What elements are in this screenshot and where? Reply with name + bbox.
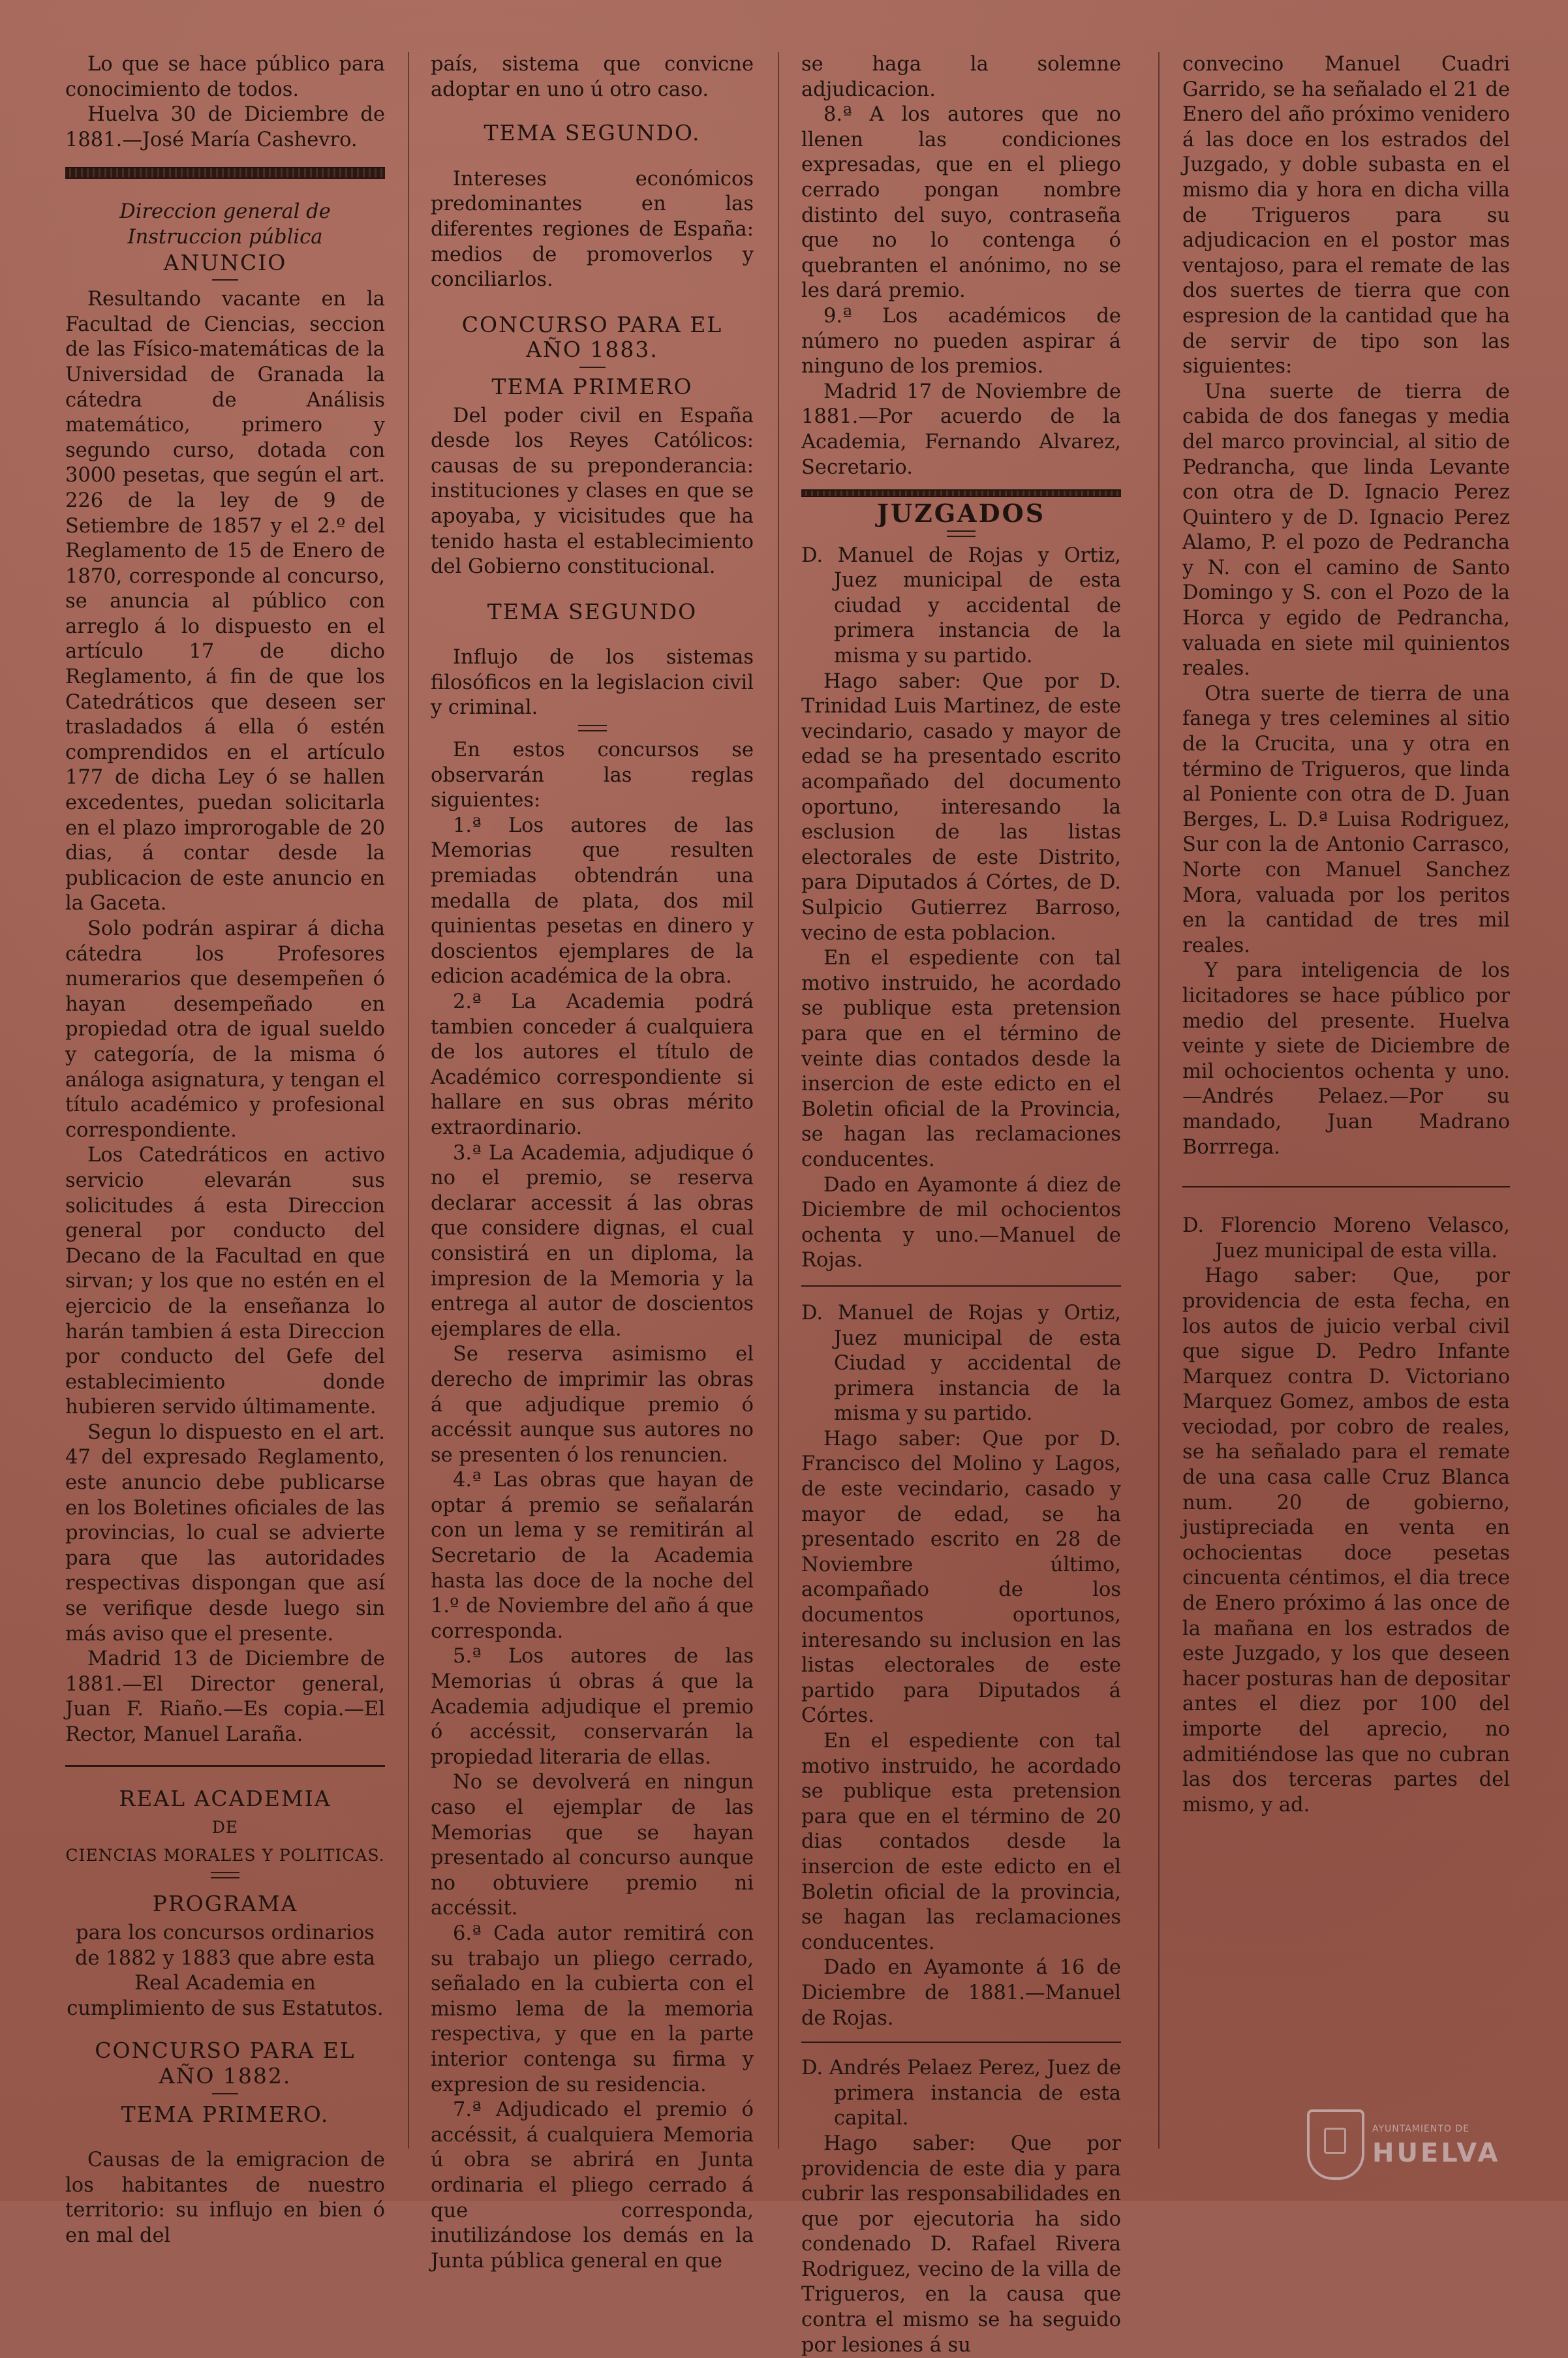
dash (579, 367, 606, 368)
paragraph: 3.ª La Academia, adjudique ó no el premio, se reserva declarar accessit á las obras que considere dignas, el cual consistirá en un diploma, la impresion de la Memoria y la entrega al autor de doscientos ejemplares de ella. (431, 1141, 754, 1341)
signature: Madrid 13 de Diciembre de 1881.—El Director general, Juan F. Riaño.—Es copia.—El Rector, Manuel Laraña. (65, 1647, 385, 1746)
section-title: TEMA PRIMERO. (121, 2101, 330, 2127)
spacer (65, 2131, 385, 2148)
paragraph: Causas de la emigracion de los habitantes de nuestro territorio: su influjo en bien ó en mal del (65, 2149, 385, 2247)
section-title: CONCURSO PARA EL AÑO 1883. (461, 311, 723, 363)
paragraph: Una suerte de tierra de cabida de dos fanegas y media del marco provincial, al sitio de Pedrancha, que linda Levante con otra de D. Ignacio Perez Quintero y de D. Ignacio Perez Alamo, P. el pozo de Pedrancha y N. con el camino de Santo Domingo y S. con el Pozo de la Horca y egido de Pedrancha, valuada en siete mil quinientos reales. (1182, 380, 1510, 681)
column-1 (65, 52, 385, 2247)
signature: Dado en Ayamonte á 16 de Diciembre de 1881.—Manuel de Rojas. (801, 1956, 1121, 2030)
section-title: CONCURSO PARA EL AÑO 1882. (95, 2038, 356, 2089)
section-heading: Direccion general de Instruccion pública (119, 200, 331, 249)
edict-heading: D. Manuel de Rojas y Ortiz, Juez municipal de esta ciudad y accidental de primera instancia de la misma y su partido. (801, 544, 1121, 668)
section-divider (801, 489, 1121, 497)
section-divider (801, 1285, 1121, 1287)
paragraph: 7.ª Adjudicado el premio ó accéssit, á cualquiera Memoria ú obra se abrirá en Junta ordinaria el pliego cerrado á que corresponda, inutilizándose los demás en la Junta pública general en que (431, 2098, 754, 2273)
section-title: ANUNCIO (163, 249, 287, 275)
section-title: TEMA SEGUNDO. (484, 120, 701, 146)
section-subtitle: CIENCIAS MORALES Y POLITICAS. (65, 1845, 385, 1865)
spacer (431, 150, 754, 167)
paragraph: convecino Manuel Cuadri Garrido, se ha señalado el 21 de Enero del año próximo venidero á las doce en los estrados del Juzgado, y doble subasta en el mismo dia y hora en dicha villa de Trigueros para su adjudicacion en el postor mas ventajoso, para el remate de las dos suertes de tierra que con espresion de la cantidad que ha de servir de tipo son las siguientes: (1182, 53, 1510, 378)
section-divider (65, 167, 385, 179)
dash (212, 279, 238, 281)
column-rule (778, 52, 779, 2149)
section-title: PROGRAMA (152, 1891, 298, 1917)
double-dash (578, 725, 607, 731)
paragraph: Segun lo dispuesto en el art. 47 del expresado Reglamento, este anuncio debe publicarse en los Boletines oficiales de las provincias, lo cual se advierte para que las autoridades respectivas dispongan que así se verifique desde luego sin más aviso que el presente. (65, 1420, 385, 1646)
paragraph: Los Catedráticos en activo servicio elevarán sus solicitudes á esta Direccion general por conducto del Decano de la Facultad en que sirvan; y los que no estén en el ejercicio de la enseñanza lo harán tambien á esta Direccion por conducto del Gefe del establecimiento donde hubieren servido últimamente. (65, 1144, 385, 1419)
signature: Huelva 30 de Diciembre de 1881.—José María Cashevro. (65, 103, 385, 151)
section-divider (1182, 1186, 1510, 1187)
watermark-name: HUELVA (1372, 2138, 1501, 2168)
paragraph: No se devolverá en ningun caso el ejemplar de las Memorias que se hayan presentado al concurso aunque no obtuviere premio ni accéssit. (431, 1771, 754, 1920)
paragraph: En el espediente con tal motivo instruido, he acordado se publique esta pretension para que en el término de veinte dias contados desde la insercion de este edicto en el Boletin oficial de la Provincia, se hagan las reclamaciones conducentes. (801, 947, 1121, 1171)
section-title: TEMA SEGUNDO (487, 598, 698, 624)
paragraph: para los concursos ordinarios de 1882 y 1883 que abre esta Real Academia en cumplimiento de sus Estatutos. (67, 1921, 384, 2020)
paragraph: 4.ª Las obras que hayan de optar á premio se señalarán con un lema y se remitirán al Secretario de la Academia hasta las doce de la noche del 1.º de Noviembre del año á que corresponda. (431, 1469, 754, 1643)
spacer (431, 628, 754, 645)
dash (212, 2093, 238, 2094)
signature: Y para inteligencia de los licitadores se hace público por medio del presente. Huelva veinte y siete de Diciembre de mil ochocientos ochenta y uno.—Andrés Pelaez.—Por su mandado, Juan Madrano Borrrega. (1182, 959, 1510, 1159)
paragraph: Hago saber: Que por D. Trinidad Luis Martinez, de este vecindario, casado y mayor de edad se ha presentado escrito acompañado del documento oportuno, interesando la esclusion de las listas electorales de este Distrito, para Diputados á Córtes, de D. Sulpicio Gutierrez Barroso, vecino de esta poblacion. (801, 669, 1121, 945)
paragraph: Se reserva asimismo el derecho de imprimir las obras á que adjudique premio ó accéssit aunque sus autores no se presenten ó los renuncien. (431, 1343, 754, 1467)
edict-heading: D. Manuel de Rojas y Ortiz, Juez municipal de esta Ciudad y accidental de primera instancia de la misma y su partido. (801, 1301, 1121, 1426)
column-4 (1182, 52, 1510, 2155)
edict-heading: D. Andrés Pelaez Perez, Juez de primera instancia de esta capital. (801, 2057, 1121, 2130)
paragraph: Otra suerte de tierra de una fanega y tres celemines al sitio de la Crucita, una y otra en término de Trigueros, que linda al Poniente con otra de D. Juan Berges, L. D.ª Luisa Rodriguez, Sur con la de Antonio Carrasco, Norte con Manuel Sanchez Mora, valuada por los peritos en la cantidad de tres mil reales. (1182, 682, 1510, 957)
double-dash (211, 1872, 239, 1878)
paragraph: Intereses económicos predominantes en las diferentes regiones de España: medios de promoverlos y conciliarlos. (431, 167, 754, 292)
paragraph: 8.ª A los autores que no llenen las condiciones expresadas, que en el pliego cerrado pongan nombre distinto del suyo, contraseña que no lo contenga ó quebranten el anónimo, no se les dará premio. (801, 103, 1121, 303)
paragraph: Lo que se hace público para conocimiento de todos. (65, 53, 385, 101)
signature: Madrid 17 de Noviembre de 1881.—Por acuerdo de la Academia, Fernando Alvarez, Secretario. (801, 380, 1121, 479)
paragraph: En estos concursos se observarán las reglas siguientes: (431, 739, 754, 812)
paragraph: país, sistema que convicne adoptar en uno ú otro caso. (431, 53, 754, 101)
paragraph: Hago saber: Que por providencia de este dia y para cubrir las responsabilidades en que por ejecutoria ha sido condenado D. Rafael Rivera Rodriguez, vecino de la villa de Trigueros, en la causa que contra el mismo se ha seguido por lesiones á su (801, 2132, 1121, 2357)
paragraph: Hago saber: Que, por providencia de esta fecha, en los autos de juicio verbal civil que sigue D. Pedro Infante Marquez contra D. Victoriano Marquez Gomez, ambos de esta veciodad, por cobro de reales, se ha señalado para el remate de una casa calle Cruz Blanca num. 20 de gobierno, justipreciada en venta en ochocientas doce pesetas cincuenta céntimos, el dia trece de Enero próximo á las once de la mañana en los estrados de este Juzgado, y los que deseen hacer posturas han de depositar antes el diez por 100 del importe del aprecio, no admitiéndose las que no cubran las dos terceras partes del mismo, y ad. (1182, 1264, 1510, 1816)
paragraph: Del poder civil en España desde los Reyes Católicos: causas de su preponderancia: instituciones y clases en que se apoyaba, y vicisitudes que ha tenido hasta el establecimiento del Gobierno constitucional. (431, 404, 754, 579)
paragraph: Influjo de los sistemas filosóficos en la legislacion civil y criminal. (431, 646, 754, 720)
paragraph: Solo podrán aspirar á dicha cátedra los Profesores numerarios que desempeñen ó hayan desempeñado en propiedad otra de igual sueldo y categoría, de la misma ó análoga asignatura, y tengan el título académico y profesional correspondiente. (65, 917, 385, 1142)
section-subtitle: DE (211, 1818, 239, 1837)
signature: Dado en Ayamonte á diez de Diciembre de mil ochocientos ochenta y uno.—Manuel de Rojas. (801, 1173, 1121, 1272)
watermark-caption: AYUNTAMIENTO DE (1372, 2124, 1469, 2134)
column-rule (1158, 52, 1160, 2149)
edict-heading: D. Florencio Moreno Velasco, Juez municipal de esta villa. (1182, 1214, 1510, 1263)
paragraph: 6.ª Cada autor remitirá con su trabajo un pliego cerrado, señalado en la cubierta con el mismo lema de la memoria respectiva, y que en la parte interior contenga su firma y expresion de su residencia. (431, 1922, 754, 2096)
section-title: TEMA PRIMERO (491, 373, 693, 399)
paragraph: se haga la solemne adjudicacion. (801, 53, 1121, 101)
double-dash (947, 530, 976, 537)
section-title: REAL ACADEMIA (119, 1785, 331, 1811)
column-2 (431, 52, 754, 2273)
paragraph: 5.ª Los autores de las Memorias ú obras á que la Academia adjudique el premio ó accéssit, conservarán la propiedad literaria de ellas. (431, 1645, 754, 1769)
paragraph: En el espediente con tal motivo instruido, he acordado se publique esta pretension para que en el término de 20 dias contados desde la insercion de este edicto en el Boletin oficial de la provincia, se hagan las reclamaciones conducentes. (801, 1730, 1121, 1954)
column-rule (408, 52, 409, 2149)
section-divider (801, 2042, 1121, 2043)
archive-watermark (1307, 2109, 1529, 2181)
paragraph: 1.ª Los autores de las Memorias que resulten premiadas obtendrán una medalla de plata, dos mil quinientas pesetas en dinero y doscientos ejemplares de la edicion académica de la obra. (431, 814, 754, 988)
section-title: JUZGADOS (876, 498, 1046, 528)
paragraph: Hago saber: Que por D. Francisco del Molino y Lagos, de este vecindario, casado y mayor de edad, se ha presentado escrito en 28 de Noviembre último, acompañado de los documentos oportunos, interesando su inclusion en las listas electorales de este partido para Diputados á Córtes. (801, 1427, 1121, 1728)
coat-of-arms-icon (1307, 2109, 1364, 2180)
paragraph: Resultando vacante en la Facultad de Ciencias, seccion de las Físico-matemáticas de la Universidad de Granada la cátedra de Análisis matemático, primero y segundo curso, dotada con 3000 pesetas, que según el art. 226 de la ley de 9 de Setiembre de 1857 y el 2.º del Reglamento de 15 de Enero de 1870, corresponde al concurso, se anuncia al público con arreglo á lo dispuesto en el artículo 17 de dicho Reglamento, á fin de que los Catedráticos que deseen ser trasladados á ella ó estén comprendidos en el artículo 177 de dicha Ley ó se hallen excedentes, puedan solicitarla en el plazo improrogable de 20 dias, á contar desde la publicacion de este anuncio en la Gaceta. (65, 288, 385, 915)
column-3 (801, 52, 1121, 2357)
section-divider (65, 1765, 385, 1767)
paragraph: 2.ª La Academia podrá tambien conceder á cualquiera de los autores el título de Académico correspondiente si hallare en sus obras mérito extraordinario. (431, 990, 754, 1139)
paragraph: 9.ª Los académicos de número no pueden aspirar á ninguno de los premios. (801, 304, 1121, 378)
